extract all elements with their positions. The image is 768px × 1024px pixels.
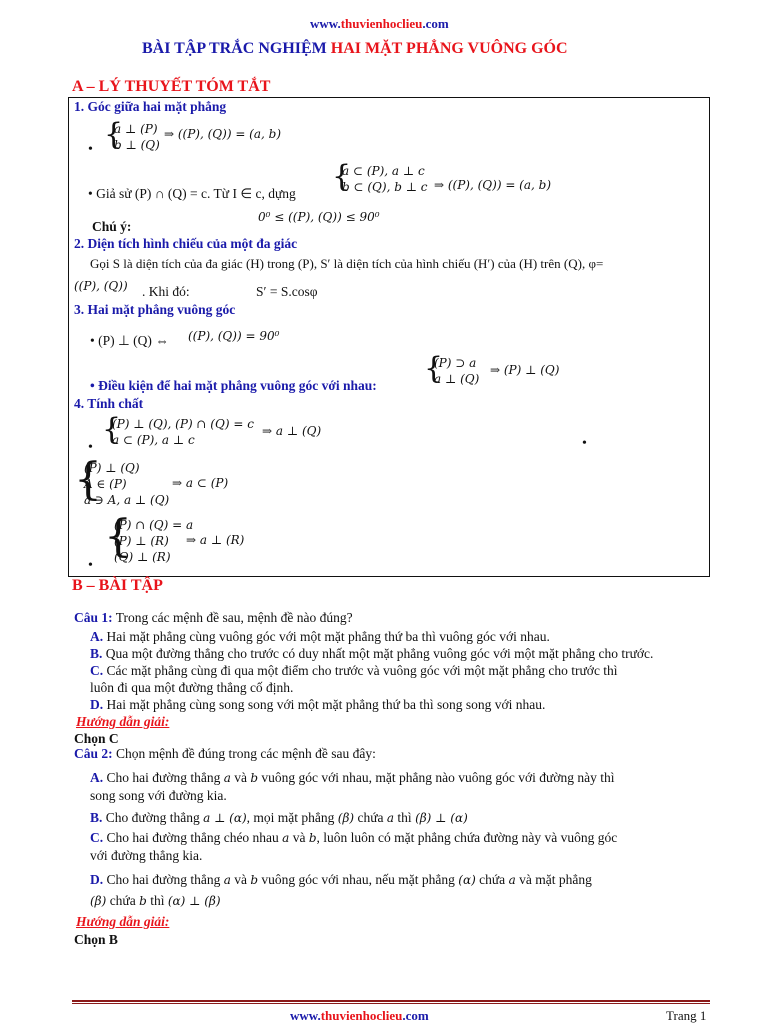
q2-option-d-text4: chứa [475, 872, 509, 887]
q2-option-b-text4: thì [394, 810, 416, 825]
q2-text: Chọn mệnh đề đúng trong các mệnh đề sau đây: [112, 746, 376, 761]
s1-range: 0⁰ ≤ ((P), (Q)) ≤ 90⁰ [258, 210, 380, 224]
s4-sys1-b: a ⊂ (P), a ⊥ c [112, 433, 195, 447]
s2-formula: S′ = S.cosφ [256, 284, 318, 299]
q1-option-d[interactable] [90, 697, 545, 713]
header-com: .com [422, 16, 449, 31]
s2-title: 2. Diện tích hình chiếu của một đa giác [74, 236, 298, 251]
q1-option-b-label: B. [90, 646, 103, 661]
q1-option-a-text: Hai mặt phẳng cùng vuông góc với một mặt phẳng thứ ba thì vuông góc với nhau. [106, 629, 550, 644]
s1-sys2-b: b ⊂ (Q), b ⊥ c [342, 180, 428, 194]
s4-title: 4. Tính chất [74, 396, 144, 411]
s4-system1 [106, 416, 254, 448]
q1-option-d-label: D. [90, 697, 104, 712]
q2-option-a-text3: vuông góc với nhau, mặt phẳng nào vuông góc với đường này thì [258, 770, 615, 785]
q2-option-a-text1: Cho hai đường thẳng [106, 770, 224, 785]
s4-sys3-c: (Q) ⊥ (R) [114, 550, 171, 564]
q2-option-c[interactable] [90, 830, 617, 846]
s4-system2 [78, 460, 169, 508]
q2-option-c-text1: Cho hai đường thẳng chéo nhau [106, 830, 283, 845]
header-site-link[interactable] [310, 16, 449, 32]
header-site-name: thuvienhoclieu [340, 16, 423, 31]
q1-option-d-text: Hai mặt phẳng cùng song song với một mặt phẳng thứ ba thì song song với nhau. [106, 697, 546, 712]
q2-option-d-math: (α) ⊥ (β) [167, 894, 221, 908]
q2-option-c-var-b: b [308, 831, 317, 845]
page-number: Trang 1 [666, 1008, 707, 1023]
s4-sys3-res: ⇒ a ⊥ (R) [186, 533, 245, 547]
q2-option-c-label: C. [90, 830, 104, 845]
q2-option-a-var-a: a [223, 771, 231, 785]
q2-option-b-label: B. [90, 810, 103, 825]
footer-divider-thin [72, 1003, 710, 1004]
note-label: Chú ý: [92, 219, 132, 234]
page-title-left: BÀI TẬP TRẮC NGHIỆM [142, 40, 331, 57]
s4-sys3-a: { (P) ∩ (Q) = a [114, 518, 194, 532]
s4-dot-left2: • [88, 558, 93, 573]
q2-option-c-text2: và [289, 830, 309, 845]
q2-option-d-text3: vuông góc với nhau, nếu mặt phẳng [258, 872, 459, 887]
s3-sys-res: ⇒ (P) ⊥ (Q) [490, 363, 560, 377]
q2-option-d-var-b2: b [139, 894, 147, 908]
q1-option-b-text: Qua một đường thẳng cho trước có duy nhất một mặt phẳng vuông góc với một mặt phẳng cho trước. [105, 646, 654, 661]
q2-option-a-cont: song song với đường kia. [90, 788, 227, 803]
footer-www: www. [290, 1008, 321, 1023]
s1-result: ⇒ ((P), (Q)) = (a, b) [164, 127, 282, 141]
s4-sys2-c: a ∋ A, a ⊥ (Q) [84, 493, 170, 507]
q2-option-b-text1: Cho đường thẳng [105, 810, 204, 825]
q2-option-b-var-a: a [386, 811, 395, 825]
s3-title: 3. Hai mặt phẳng vuông góc [74, 302, 236, 317]
s4-sys3-b: (P) ⊥ (R) [114, 534, 169, 548]
page-title-right: HAI MẶT PHẲNG VUÔNG GÓC [330, 40, 568, 57]
q2-option-d-var-a2: a [508, 873, 516, 887]
s3-eq: ((P), (Q)) = 90⁰ [188, 329, 280, 343]
q2-option-a-var-b: b [250, 771, 259, 785]
q1-guide: Hướng dẫn giải: [76, 714, 170, 729]
q1-option-c-label: C. [90, 663, 104, 678]
q2-question [74, 746, 376, 762]
q1-option-c-cont: luôn đi qua một đường thẳng cố định. [90, 680, 294, 695]
q1-text: Trong các mệnh đề sau, mệnh đề nào đúng? [112, 610, 353, 625]
s3-system [428, 355, 479, 387]
q2-option-d-text6: chứa [106, 893, 140, 908]
q2-option-a-text2: và [230, 770, 251, 785]
s4-system3 [108, 517, 193, 565]
s1-bullet-dot: • [88, 142, 93, 157]
q2-option-c-text3: , luôn luôn có mặt phẳng chứa đường này và vuông góc [316, 830, 618, 845]
q2-option-a-label: A. [90, 770, 104, 785]
page-title [142, 40, 568, 58]
s2-then: . Khi đó: [142, 284, 190, 299]
s1-bullet2: • Giả sử (P) ∩ (Q) = c. Từ I ∈ c, dựng [88, 186, 296, 201]
s2-line1: Gọi S là diện tích của đa giác (H) trong (P), S′ là diện tích của hình chiếu (H′) của (H) trên (Q), φ= [90, 256, 604, 271]
s1-system [108, 121, 160, 153]
section-b-heading: B – BÀI TẬP [72, 577, 163, 594]
s2-angle: ((P), (Q)) [74, 279, 128, 293]
s3-bullet1: • (P) ⊥ (Q) ⇔ [90, 333, 169, 348]
q1-label: Câu 1: [74, 610, 113, 625]
s1-sys-a: { a ⊥ (P) [114, 122, 158, 136]
footer-site-link[interactable] [290, 1008, 429, 1024]
s4-sys2-a: { (P) ⊥ (Q) [84, 461, 140, 475]
s3-bullet2: • Điều kiện để hai mặt phẳng vuông góc với nhau: [90, 378, 377, 393]
q2-answer: Chọn B [74, 932, 118, 947]
s4-sys2-res: ⇒ a ⊂ (P) [172, 476, 229, 490]
s1-system2 [336, 163, 428, 195]
footer-divider-thick [72, 1000, 710, 1002]
q2-label: Câu 2: [74, 746, 113, 761]
q2-option-d-var-a: a [223, 873, 231, 887]
q2-option-d-text2: và [230, 872, 251, 887]
s1-title: 1. Góc giữa hai mặt phẳng [74, 99, 227, 114]
s4-dot-left1: • [88, 440, 93, 455]
q2-option-b-math2: (β) ⊥ (α) [415, 811, 468, 825]
q2-option-d-var-b: b [250, 873, 259, 887]
q2-option-d-alpha: (α) [458, 873, 476, 887]
q2-option-b-beta: (β) [337, 811, 355, 825]
q1-answer: Chọn C [74, 731, 119, 746]
section-a-heading: A – LÝ THUYẾT TÓM TẮT [72, 78, 271, 95]
q2-option-d-text7: thì [146, 893, 168, 908]
q1-option-c-text: Các mặt phẳng cùng đi qua một điểm cho trước và vuông góc với một mặt phẳng cho trước thì [106, 663, 618, 678]
s3-sys-a: { (P) ⊃ a [434, 356, 477, 370]
q2-option-c-cont: với đường thẳng kia. [90, 848, 203, 863]
q2-option-d-text1: Cho hai đường thẳng [106, 872, 224, 887]
q1-option-a-label: A. [90, 629, 104, 644]
s1-result2: ⇒ ((P), (Q)) = (a, b) [434, 178, 552, 192]
q2-option-d[interactable] [90, 872, 592, 888]
header-www: www. [310, 16, 341, 31]
s4-dot-right: • [582, 436, 587, 451]
q2-option-b[interactable] [90, 810, 468, 826]
footer-com: .com [402, 1008, 429, 1023]
q1-question [74, 610, 353, 626]
q2-option-a[interactable] [90, 770, 614, 786]
q2-option-d-beta: (β) [90, 894, 107, 908]
q2-option-b-text2: , mọi mặt phẳng [246, 810, 338, 825]
s4-sys1-a: { (P) ⊥ (Q), (P) ∩ (Q) = c [112, 417, 254, 431]
q2-option-d-text5: và mặt phẳng [515, 872, 592, 887]
s1-sys2-a: { a ⊂ (P), a ⊥ c [342, 164, 425, 178]
q2-option-d-cont [90, 893, 221, 909]
s4-sys2-b: A ∈ (P) [84, 477, 127, 491]
q2-option-b-text3: chứa [354, 810, 387, 825]
q2-option-c-var-a: a [282, 831, 290, 845]
q1-option-c[interactable] [90, 663, 618, 679]
q2-option-b-math1: a ⊥ (α) [203, 811, 247, 825]
q1-option-a[interactable] [90, 629, 550, 645]
s1-sys-b: b ⊥ (Q) [114, 138, 160, 152]
q1-option-b[interactable] [90, 646, 653, 662]
q2-option-d-label: D. [90, 872, 104, 887]
q2-guide: Hướng dẫn giải: [76, 914, 170, 929]
s4-sys1-res: ⇒ a ⊥ (Q) [262, 424, 322, 438]
s3-sys-b: a ⊥ (Q) [434, 372, 480, 386]
footer-site-name: thuvienhoclieu [320, 1008, 403, 1023]
